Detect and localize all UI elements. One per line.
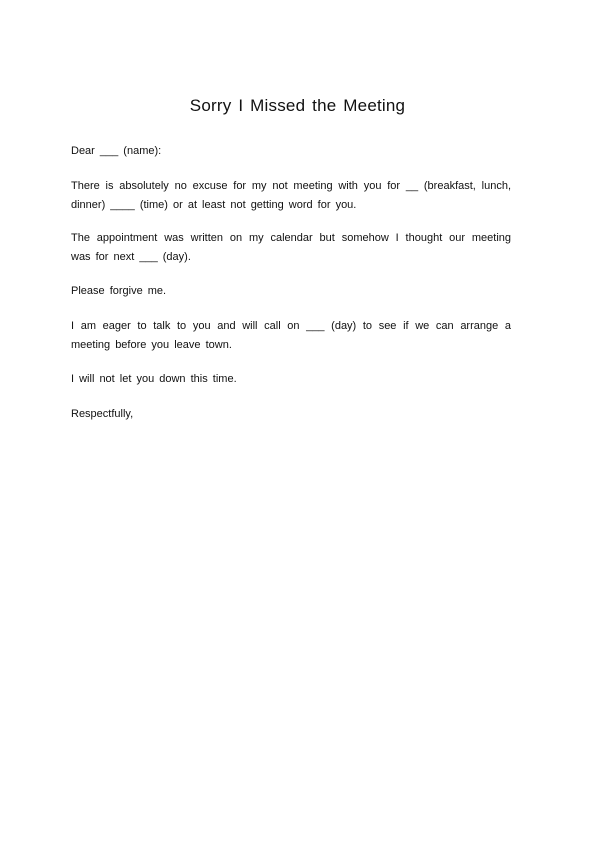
letter-paragraph: I will not let you down this time.	[71, 373, 237, 385]
letter-paragraph: There is absolutely no excuse for my not meeting with you for __ (breakfast, lunch, dinner) ____ (time) or at least not getting word for you.	[71, 180, 511, 211]
letter-title: Sorry I Missed the Meeting	[189, 96, 406, 115]
letter-greeting: Dear ___ (name):	[71, 145, 162, 157]
letter-paragraph: Please forgive me.	[71, 285, 167, 297]
letter-paragraph: The appointment was written on my calendar but somehow I thought our meeting was for next ___ (day).	[71, 232, 511, 263]
letter-closing: Respectfully,	[71, 408, 134, 420]
letter-paragraph: I am eager to talk to you and will call on ___ (day) to see if we can arrange a meeting before you leave town.	[71, 320, 511, 351]
